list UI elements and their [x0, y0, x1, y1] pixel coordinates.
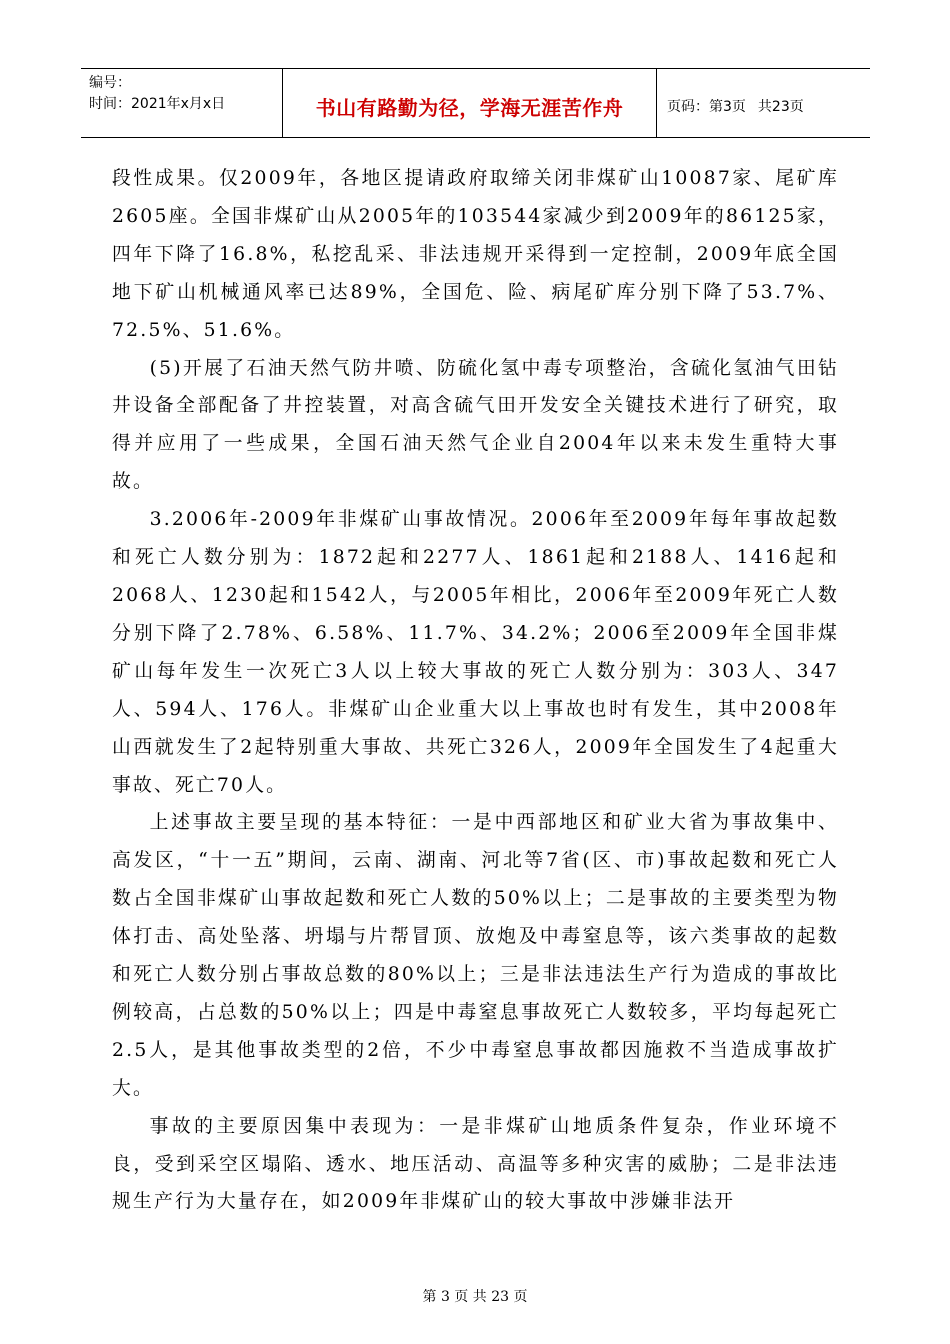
motto-text: 书山有路勤为径，学海无涯苦作舟 [315, 95, 624, 120]
paragraph: 段性成果。仅2009年，各地区提请政府取缔关闭非煤矿山10087家、尾矿库2605座。全国非煤矿山从2005年的103544家减少到2009年的86125家，四年下降了16.8%，私挖乱采、非法违规开采得到一定控制，2009年底全国地下矿山机械通风率已达89%，全国危、险、病尾矿库分别下降了53.7%、72.5%、51.6%。 [112, 168, 839, 341]
header-motto-cell [283, 69, 657, 137]
paragraph: 事故的主要原因集中表现为：一是非煤矿山地质条件复杂，作业环境不良，受到采空区塌陷、透水、地压活动、高温等多种灾害的威胁；二是非法违规生产行为大量存在，如2009年非煤矿山的较大事故中涉嫌非法开 [112, 1115, 839, 1213]
header-page-info [657, 69, 870, 137]
page-label: 页码：第3页 [667, 99, 746, 115]
page-header [81, 68, 870, 138]
page-footer: 第 3 页 共 23 页 [422, 1289, 528, 1305]
header-meta [81, 69, 283, 137]
code-label: 编号： [89, 75, 131, 91]
paragraph: 3.2006年-2009年非煤矿山事故情况。2006年至2009年每年事故起数和死亡人数分别为：1872起和2277人、1861起和2188人、1416起和2068人、1230起和1542人，与2005年相比，2006年至2009年死亡人数分别下降了2.78%、6.58%、11.7%、34.2%；2006至2009年全国非煤矿山每年发生一次死亡3人以上较大事故的死亡人数分别为：303人、347人、594人、176人。非煤矿山企业重大以上事故也时有发生，其中2008年山西就发生了2起特别重大事故、共死亡326人，2009年全国发生了4起重大事故、死亡70人。 [112, 509, 839, 796]
time-label: 时间：2021年x月x日 [89, 96, 226, 112]
paragraph: 上述事故主要呈现的基本特征：一是中西部地区和矿业大省为事故集中、高发区，“十一五”期间，云南、湖南、河北等7省(区、市)事故起数和死亡人数占全国非煤矿山事故起数和死亡人数的50%以上；二是事故的主要类型为物体打击、高处坠落、坍塌与片帮冒顶、放炮及中毒窒息等，该六类事故的起数和死亡人数分别占事故总数的80%以上；三是非法违法生产行为造成的事故比例较高，占总数的50%以上；四是中毒窒息事故死亡人数较多，平均每起死亡2.5人，是其他事故类型的2倍，不少中毒窒息事故都因施救不当造成事故扩大。 [112, 812, 839, 1099]
document-body [112, 160, 839, 1221]
paragraph: (5)开展了石油天然气防井喷、防硫化氢中毒专项整治，含硫化氢油气田钻井设备全部配备了井控装置，对高含硫气田开发安全关键技术进行了研究，取得并应用了一些成果，全国石油天然气企业自2004年以来未发生重特大事故。 [112, 357, 839, 493]
total-label: 共23页 [757, 99, 804, 115]
